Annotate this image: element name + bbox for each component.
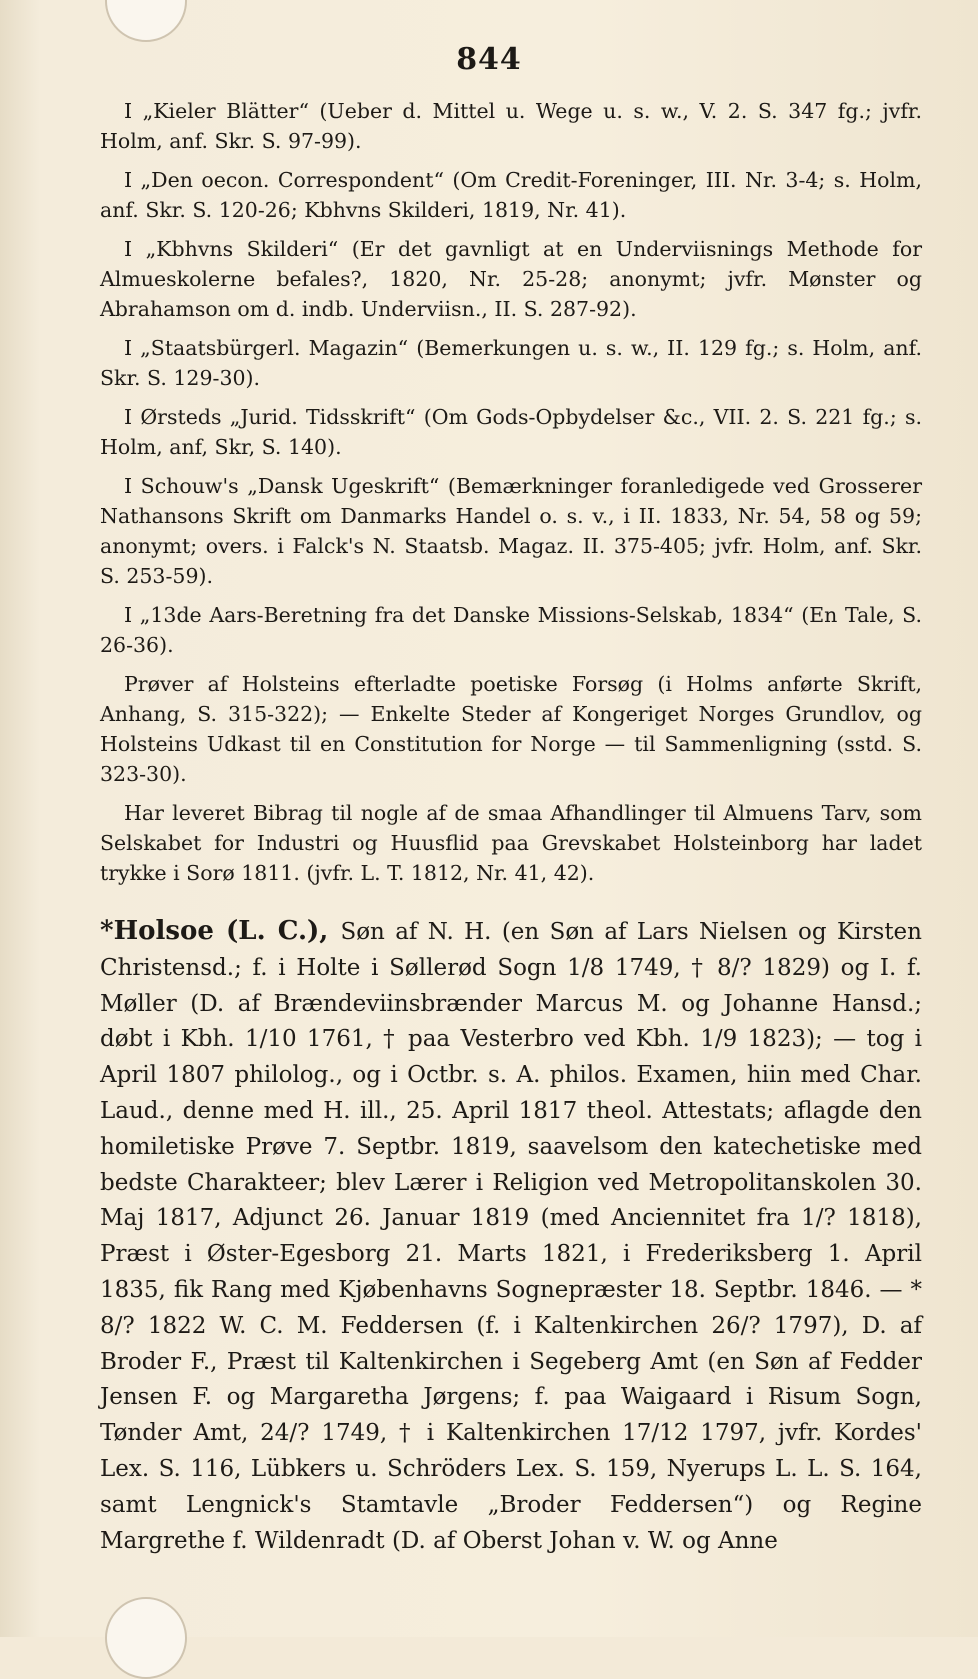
bibliography-entry: I „13de Aars-Beretning fra det Danske Missions-Selskab, 1834“ (En Tale, S. 26-36).: [100, 603, 922, 657]
bibliography-entry: I „Staatsbürgerl. Magazin“ (Bemerkungen u. s. w., II. 129 fg.; s. Holm, anf. Skr. S. 129-30).: [100, 336, 922, 390]
entry-headword: *Holsoe (L. C.),: [100, 916, 341, 946]
binding-hole-top: [105, 0, 187, 42]
bibliography-entry: I „Kieler Blätter“ (Ueber d. Mittel u. Wege u. s. w., V. 2. S. 347 fg.; jvfr. Holm, anf. Skr. S. 97-99).: [100, 99, 922, 153]
bibliography-entry: Har leveret Bibrag til nogle af de smaa Afhandlinger til Almuens Tarv, som Selskabet for Industri og Huusflid paa Grevskabet Holsteinborg har ladet trykke i Sorø 1811. (jvfr. L. T. 1812, Nr. 41, 42).: [100, 801, 922, 885]
bibliography-entry: I „Kbhvns Skilderi“ (Er det gavnligt at en Underviisnings Methode for Almueskolerne befales?, 1820, Nr. 25-28; anonymt; jvfr. Mønster og Abrahamson om d. indb. Underviisn., II. S. 287-92).: [100, 237, 922, 321]
bibliography-entry: I „Den oecon. Correspondent“ (Om Credit-Foreninger, III. Nr. 3-4; s. Holm, anf. Skr. S. 120-26; Kbhvns Skilderi, 1819, Nr. 41).: [100, 168, 922, 222]
binding-hole-bottom: [105, 1597, 187, 1679]
biography-entry: [100, 914, 922, 1559]
bibliography-entry: Prøver af Holsteins efterladte poetiske Forsøg (i Holms anførte Skrift, Anhang, S. 315-322); — Enkelte Steder af Kongeriget Norges Grundlov, og Holsteins Udkast til en Constitution for Norge — til Sammenligning (sstd. S. 323-30).: [100, 672, 922, 786]
entry-body: Søn af N. H. (en Søn af Lars Nielsen og Kirsten Christensd.; f. i Holte i Søllerød Sogn 1/8 1749, † 8/? 1829) og I. f. Møller (D. af Brændeviinsbrænder Marcus M. og Johanne Hansd.; døbt i Kbh. 1/10 1761, † paa Vesterbro ved Kbh. 1/9 1823); — tog i April 1807 philolog., og i Octbr. s. A. philos. Examen, hiin med Char. Laud., denne med H. ill., 25. April 1817 theol. Attestats; aflagde den homiletiske Prøve 7. Septbr. 1819, saavelsom den katechetiske med bedste Charakteer; blev Lærer i Religion ved Metropolitanskolen 30. Maj 1817, Adjunct 26. Januar 1819 (med Anciennitet fra 1/? 1818), Præst i Øster-Egesborg 21. Marts 1821, i Frederiksberg 1. April 1835, fik Rang med Kjøbenhavns Sognepræster 18. Septbr. 1846. — * 8/? 1822 W. C. M. Feddersen (f. i Kaltenkirchen 26/? 1797), D. af Broder F., Præst til Kaltenkirchen i Segeberg Amt (en Søn af Fedder Jensen F. og Margaretha Jørgens; f. paa Waigaard i Risum Sogn, Tønder Amt, 24/? 1749, † i Kaltenkirchen 17/12 1797, jvfr. Kordes' Lex. S. 116, Lübkers u. Schröders Lex. S. 159, Nyerups L. L. S. 164, samt Lengnick's Stamtavle „Broder Feddersen“) og Regine Margrethe f. Wildenradt (D. af Oberst Johan v. W. og Anne: [100, 919, 922, 1554]
bibliography-entry: I Schouw's „Dansk Ugeskrift“ (Bemærkninger foranledigede ved Grosserer Nathansons Skrift om Danmarks Handel o. s. v., i II. 1833, Nr. 54, 58 og 59; anonymt; overs. i Falck's N. Staatsb. Magaz. II. 375-405; jvfr. Holm, anf. Skr. S. 253-59).: [100, 474, 922, 588]
page-number: 844: [456, 42, 522, 77]
page-body: [100, 96, 922, 1582]
bibliography-entry: I Ørsteds „Jurid. Tidsskrift“ (Om Gods-Opbydelser &c., VII. 2. S. 221 fg.; s. Holm, anf, Skr, S. 140).: [100, 405, 922, 459]
